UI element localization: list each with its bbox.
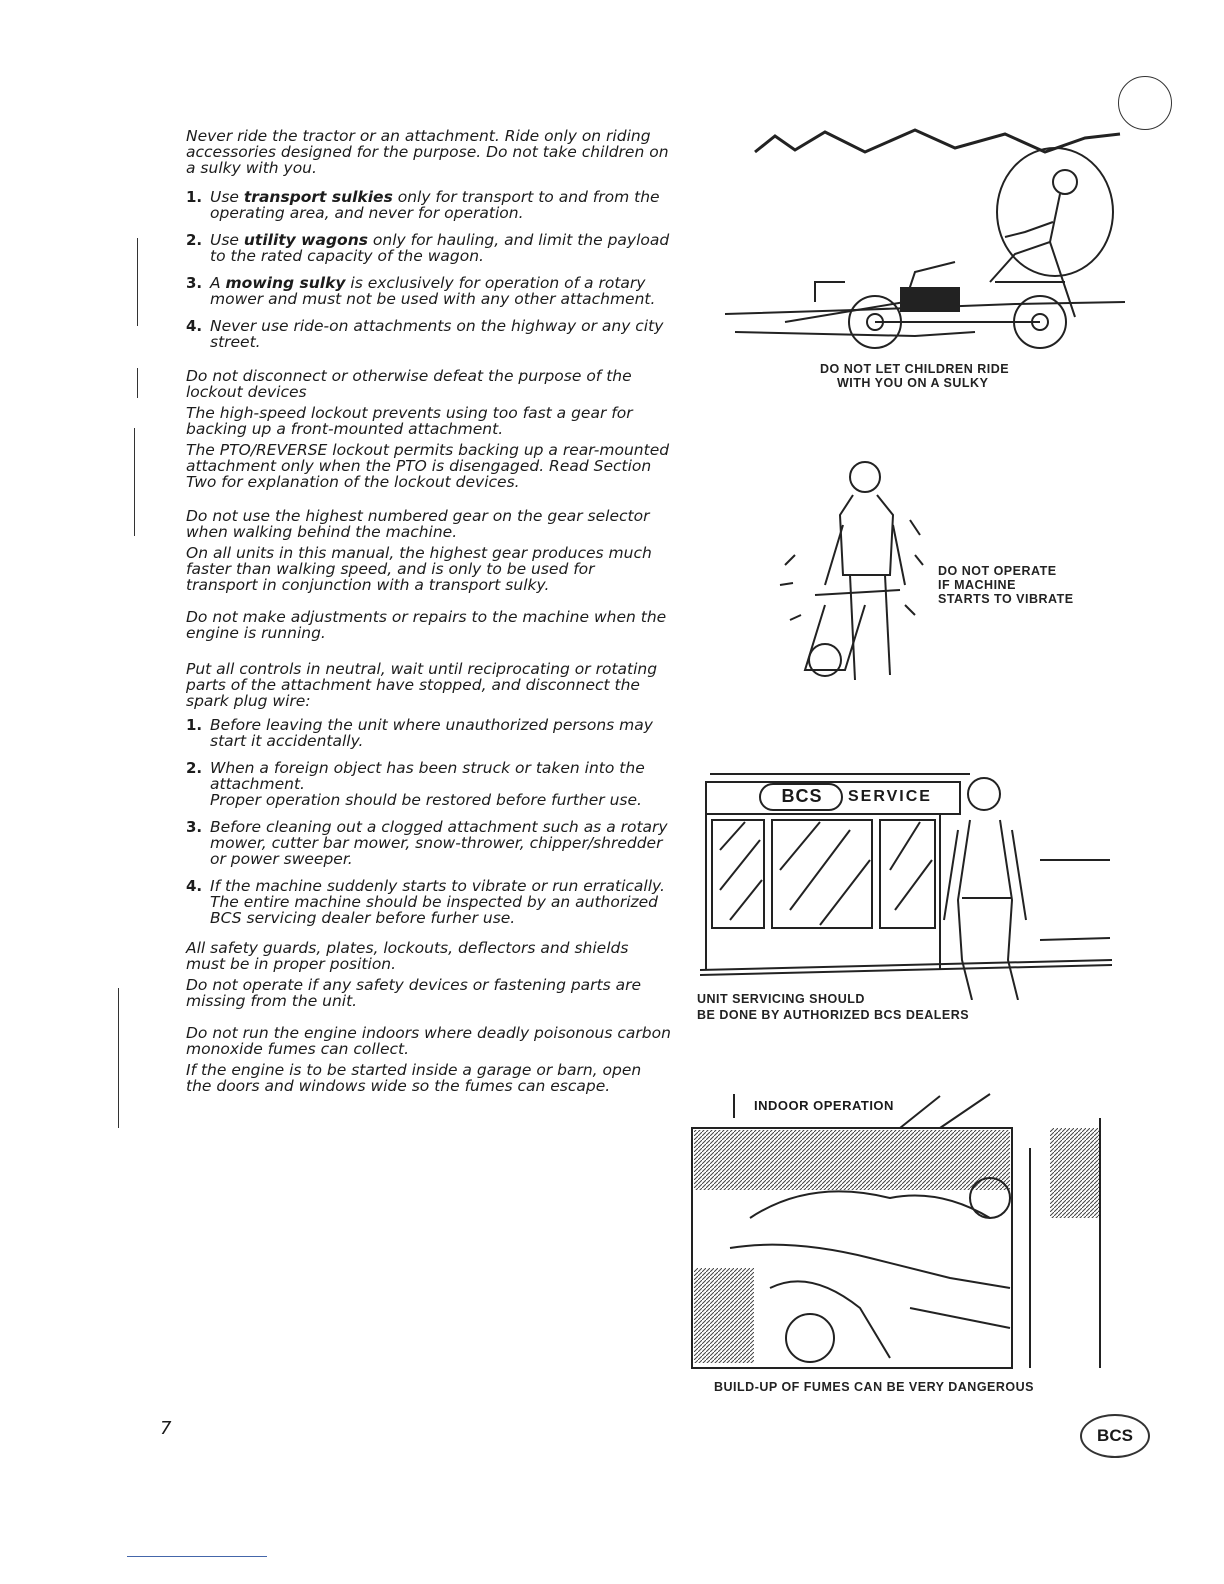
- indoor-operation-label: INDOOR OPERATION: [754, 1098, 894, 1113]
- sulky-list: [186, 189, 671, 350]
- indoor-caption: BUILD-UP OF FUMES CAN BE VERY DANGEROUS: [714, 1380, 1034, 1394]
- service-caption-line2: BE DONE BY AUTHORIZED BCS DEALERS: [697, 1008, 970, 1022]
- paragraph-missing-parts: Do not operate if any safety devices or fastening parts are missing from the unit.: [186, 976, 642, 1010]
- bottom-rule: [127, 1556, 267, 1557]
- paragraph-transport-gear: On all units in this manual, the highest gear produces much faster than walking speed, and is only to be used for transport in conjunction with a transport sulky.: [186, 544, 652, 594]
- list-item: 2. When a foreign object has been struck or taken into the attachment. Proper operation should be restored before further use.: [186, 759, 645, 809]
- list-item: 2. Use utility wagons only for hauling, and limit the payload to the rated capacity of the wagon.: [186, 231, 670, 265]
- vibrating-machine-illustration: [755, 455, 925, 685]
- service-caption-line1: UNIT SERVICING SHOULD: [697, 992, 865, 1006]
- paragraph-garage: If the engine is to be started inside a garage or barn, open the doors and windows wide so the fumes can escape.: [186, 1061, 642, 1095]
- change-bar: [137, 238, 138, 326]
- paragraph-adjustments: Do not make adjustments or repairs to the machine when the engine is running.: [186, 608, 667, 642]
- page-number: 7: [160, 1418, 172, 1439]
- vibrate-caption-line3: STARTS TO VIBRATE: [938, 592, 1074, 606]
- list-item: 1. Use transport sulkies only for transport to and from the operating area, and never for operation.: [186, 188, 660, 222]
- sulky-illustration: [715, 122, 1125, 360]
- indoor-operation-illustration: [690, 1088, 1110, 1370]
- change-bar: [118, 988, 119, 1128]
- disconnect-list: [186, 717, 671, 926]
- service-sign-logo: BCS: [781, 786, 823, 806]
- paragraph-highest-gear: Do not use the highest numbered gear on the gear selector when walking behind the machine.: [186, 507, 650, 541]
- service-sign-text: SERVICE: [848, 788, 932, 805]
- list-item: 3. A mowing sulky is exclusively for operation of a rotary mower and must not be used with any other attachment.: [186, 274, 656, 308]
- change-bar: [134, 428, 135, 536]
- paragraph-high-speed: The high-speed lockout prevents using too fast a gear for backing up a front-mounted attachment.: [186, 404, 633, 438]
- list-item: 4. Never use ride-on attachments on the highway or any city street.: [186, 317, 664, 351]
- list-item: 4. If the machine suddenly starts to vibrate or run erratically. The entire machine should be inspected by an authorized BCS servicing dealer before furher use.: [186, 877, 665, 927]
- vibrate-caption-line1: DO NOT OPERATE: [938, 564, 1057, 578]
- vibrate-caption-line2: IF MACHINE: [938, 578, 1016, 592]
- paragraph-indoors: Do not run the engine indoors where deadly poisonous carbon monoxide fumes can collect.: [186, 1024, 671, 1058]
- sulky-caption-line1: DO NOT LET CHILDREN RIDE: [820, 362, 1010, 376]
- list-item: 3. Before cleaning out a clogged attachment such as a rotary mower, cutter bar mower, snow-thrower, chipper/shredder or power sweeper.: [186, 818, 668, 868]
- bcs-logo: BCS: [1080, 1414, 1150, 1458]
- paragraph-neutral: Put all controls in neutral, wait until reciprocating or rotating parts of the attachment have stopped, and disconnect the spark plug wire:: [186, 660, 658, 710]
- paragraph-guards: All safety guards, plates, lockouts, deflectors and shields must be in proper position.: [186, 939, 629, 973]
- paragraph-ride: Never ride the tractor or an attachment. Ride only on riding accessories designed for the purpose. Do not take children on a sulky with you.: [186, 127, 669, 177]
- paragraph-pto: The PTO/REVERSE lockout permits backing up a rear-mounted attachment only when the PTO is disengaged. Read Section Two for explanation of the lockout devices.: [186, 441, 670, 491]
- change-bar: [137, 368, 138, 398]
- sulky-caption-line2: WITH YOU ON A SULKY: [837, 376, 989, 390]
- safety-text-column: [186, 128, 671, 1107]
- list-item: 1. Before leaving the unit where unauthorized persons may start it accidentally.: [186, 716, 653, 750]
- paragraph-lockout: Do not disconnect or otherwise defeat the purpose of the lockout devices: [186, 367, 632, 401]
- binder-hole: [1118, 76, 1172, 130]
